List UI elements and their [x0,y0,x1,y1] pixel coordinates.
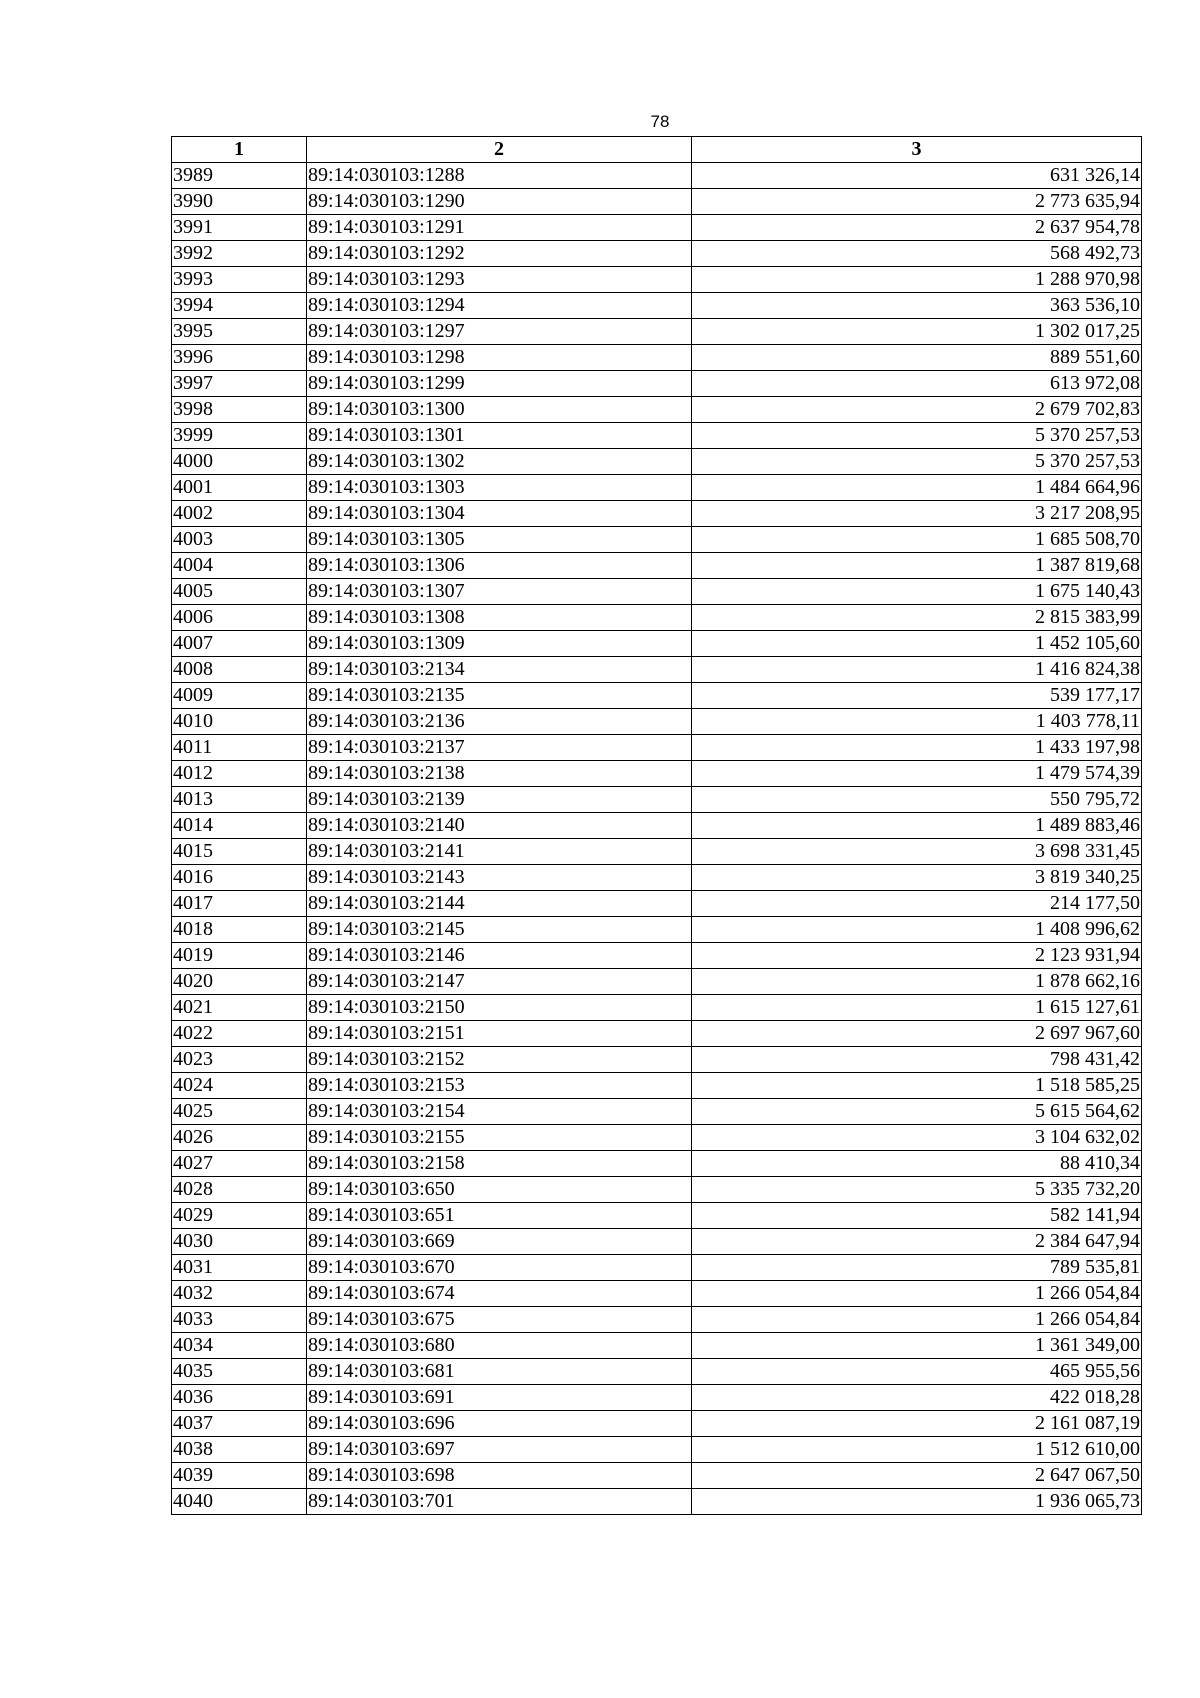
table-row [172,943,1142,969]
cadastral-value-cell: 5 370 257,53 [692,449,1142,475]
cadastral-value-cell: 798 431,42 [692,1047,1142,1073]
cadastral-value-cell: 465 955,56 [692,1359,1142,1385]
cadastral-value-cell: 3 217 208,95 [692,501,1142,527]
cadastral-value-cell: 550 795,72 [692,787,1142,813]
row-number-cell: 3990 [172,189,307,215]
table-row [172,1073,1142,1099]
row-number-cell: 4007 [172,631,307,657]
row-number-cell: 4009 [172,683,307,709]
table-row [172,579,1142,605]
table-row [172,1229,1142,1255]
row-number-cell: 4037 [172,1411,307,1437]
cadastral-number-cell: 89:14:030103:2154 [307,1099,692,1125]
cadastral-number-cell: 89:14:030103:1292 [307,241,692,267]
table-row [172,163,1142,189]
table-row [172,267,1142,293]
table-row [172,397,1142,423]
cadastral-value-cell: 1 512 610,00 [692,1437,1142,1463]
row-number-cell: 4012 [172,761,307,787]
cadastral-value-cell: 1 403 778,11 [692,709,1142,735]
table-row [172,501,1142,527]
row-number-cell: 4035 [172,1359,307,1385]
cadastral-number-cell: 89:14:030103:1302 [307,449,692,475]
row-number-cell: 4036 [172,1385,307,1411]
row-number-cell: 4021 [172,995,307,1021]
cadastral-number-cell: 89:14:030103:2135 [307,683,692,709]
row-number-cell: 4004 [172,553,307,579]
cadastral-number-cell: 89:14:030103:2152 [307,1047,692,1073]
table-row [172,1125,1142,1151]
row-number-cell: 3992 [172,241,307,267]
row-number-cell: 4002 [172,501,307,527]
cadastral-number-cell: 89:14:030103:670 [307,1255,692,1281]
cadastral-number-cell: 89:14:030103:2136 [307,709,692,735]
row-number-cell: 3994 [172,293,307,319]
table-row [172,1281,1142,1307]
row-number-cell: 3993 [172,267,307,293]
cadastral-value-cell: 1 302 017,25 [692,319,1142,345]
table-row [172,1385,1142,1411]
cadastral-value-cell: 1 452 105,60 [692,631,1142,657]
table-body [172,163,1142,1515]
table-row [172,917,1142,943]
cadastral-value-cell: 2 697 967,60 [692,1021,1142,1047]
row-number-cell: 4024 [172,1073,307,1099]
cadastral-value-cell: 2 815 383,99 [692,605,1142,631]
cadastral-value-cell: 1 518 585,25 [692,1073,1142,1099]
cadastral-value-cell: 1 408 996,62 [692,917,1142,943]
cadastral-number-cell: 89:14:030103:1307 [307,579,692,605]
table-row [172,709,1142,735]
row-number-cell: 4029 [172,1203,307,1229]
table-row [172,1021,1142,1047]
table-row [172,241,1142,267]
table-row [172,631,1142,657]
cadastral-value-cell: 1 484 664,96 [692,475,1142,501]
cadastral-value-cell: 3 698 331,45 [692,839,1142,865]
table-row [172,761,1142,787]
row-number-cell: 4005 [172,579,307,605]
column-header-number: 1 [172,137,307,163]
table-row [172,735,1142,761]
cadastral-value-cell: 214 177,50 [692,891,1142,917]
cadastral-number-cell: 89:14:030103:1297 [307,319,692,345]
cadastral-number-cell: 89:14:030103:1303 [307,475,692,501]
table-row [172,1359,1142,1385]
cadastral-value-cell: 2 384 647,94 [692,1229,1142,1255]
cadastral-value-cell: 5 335 732,20 [692,1177,1142,1203]
row-number-cell: 4015 [172,839,307,865]
cadastral-number-cell: 89:14:030103:2150 [307,995,692,1021]
table-row [172,345,1142,371]
row-number-cell: 4038 [172,1437,307,1463]
table-row [172,1151,1142,1177]
cadastral-number-cell: 89:14:030103:2155 [307,1125,692,1151]
cadastral-value-cell: 1 387 819,68 [692,553,1142,579]
cadastral-number-cell: 89:14:030103:1305 [307,527,692,553]
row-number-cell: 4006 [172,605,307,631]
table-row [172,839,1142,865]
row-number-cell: 4003 [172,527,307,553]
table-row [172,423,1142,449]
row-number-cell: 4033 [172,1307,307,1333]
cadastral-value-cell: 1 675 140,43 [692,579,1142,605]
cadastral-number-cell: 89:14:030103:701 [307,1489,692,1515]
cadastral-value-cell: 88 410,34 [692,1151,1142,1177]
row-number-cell: 4013 [172,787,307,813]
cadastral-number-cell: 89:14:030103:675 [307,1307,692,1333]
row-number-cell: 4031 [172,1255,307,1281]
cadastral-value-cell: 363 536,10 [692,293,1142,319]
cadastral-number-cell: 89:14:030103:1290 [307,189,692,215]
cadastral-number-cell: 89:14:030103:1294 [307,293,692,319]
table-row [172,605,1142,631]
cadastral-number-cell: 89:14:030103:1309 [307,631,692,657]
cadastral-number-cell: 89:14:030103:1306 [307,553,692,579]
table-row [172,319,1142,345]
cadastral-value-cell: 1 288 970,98 [692,267,1142,293]
row-number-cell: 3998 [172,397,307,423]
row-number-cell: 4039 [172,1463,307,1489]
cadastral-value-cell: 1 361 349,00 [692,1333,1142,1359]
table-row [172,1177,1142,1203]
cadastral-value-cell: 889 551,60 [692,345,1142,371]
cadastral-value-cell: 613 972,08 [692,371,1142,397]
row-number-cell: 3991 [172,215,307,241]
table-row [172,1307,1142,1333]
cadastral-value-cell: 631 326,14 [692,163,1142,189]
cadastral-number-cell: 89:14:030103:2138 [307,761,692,787]
row-number-cell: 4022 [172,1021,307,1047]
table-row [172,657,1142,683]
row-number-cell: 4025 [172,1099,307,1125]
cadastral-value-cell: 2 161 087,19 [692,1411,1142,1437]
table-row [172,865,1142,891]
cadastral-value-cell: 1 266 054,84 [692,1307,1142,1333]
cadastral-value-cell: 1 685 508,70 [692,527,1142,553]
cadastral-number-cell: 89:14:030103:669 [307,1229,692,1255]
cadastral-value-cell: 539 177,17 [692,683,1142,709]
table-row [172,475,1142,501]
cadastral-value-cell: 1 266 054,84 [692,1281,1142,1307]
row-number-cell: 4017 [172,891,307,917]
cadastral-value-cell: 2 637 954,78 [692,215,1142,241]
cadastral-number-cell: 89:14:030103:674 [307,1281,692,1307]
row-number-cell: 4027 [172,1151,307,1177]
table-row [172,527,1142,553]
table-row [172,1255,1142,1281]
table-row [172,189,1142,215]
cadastral-number-cell: 89:14:030103:696 [307,1411,692,1437]
cadastral-number-cell: 89:14:030103:2151 [307,1021,692,1047]
cadastral-number-cell: 89:14:030103:2141 [307,839,692,865]
column-header-value: 3 [692,137,1142,163]
cadastral-number-cell: 89:14:030103:1300 [307,397,692,423]
table-row [172,1437,1142,1463]
table-row [172,1463,1142,1489]
cadastral-number-cell: 89:14:030103:680 [307,1333,692,1359]
row-number-cell: 4032 [172,1281,307,1307]
table-row [172,891,1142,917]
cadastral-number-cell: 89:14:030103:2158 [307,1151,692,1177]
cadastral-value-cell: 1 416 824,38 [692,657,1142,683]
row-number-cell: 4001 [172,475,307,501]
cadastral-number-cell: 89:14:030103:698 [307,1463,692,1489]
row-number-cell: 4034 [172,1333,307,1359]
cadastral-value-cell: 582 141,94 [692,1203,1142,1229]
row-number-cell: 4028 [172,1177,307,1203]
cadastral-number-cell: 89:14:030103:1291 [307,215,692,241]
cadastral-value-cell: 2 647 067,50 [692,1463,1142,1489]
row-number-cell: 4018 [172,917,307,943]
cadastral-number-cell: 89:14:030103:2134 [307,657,692,683]
row-number-cell: 4008 [172,657,307,683]
cadastral-number-cell: 89:14:030103:2147 [307,969,692,995]
row-number-cell: 3997 [172,371,307,397]
table-row [172,449,1142,475]
row-number-cell: 4019 [172,943,307,969]
row-number-cell: 4014 [172,813,307,839]
cadastral-number-cell: 89:14:030103:1304 [307,501,692,527]
cadastral-value-cell: 1 878 662,16 [692,969,1142,995]
cadastral-value-cell: 422 018,28 [692,1385,1142,1411]
cadastral-value-cell: 1 489 883,46 [692,813,1142,839]
row-number-cell: 4026 [172,1125,307,1151]
cadastral-value-cell: 568 492,73 [692,241,1142,267]
row-number-cell: 4016 [172,865,307,891]
cadastral-value-cell: 1 479 574,39 [692,761,1142,787]
table-row [172,813,1142,839]
cadastral-value-cell: 3 819 340,25 [692,865,1142,891]
table-row [172,683,1142,709]
cadastral-number-cell: 89:14:030103:697 [307,1437,692,1463]
cadastral-number-cell: 89:14:030103:1293 [307,267,692,293]
table-row [172,1333,1142,1359]
row-number-cell: 3989 [172,163,307,189]
table-row [172,215,1142,241]
table-row [172,553,1142,579]
table-row [172,371,1142,397]
table-row [172,1489,1142,1515]
column-header-cadastral: 2 [307,137,692,163]
cadastral-number-cell: 89:14:030103:691 [307,1385,692,1411]
cadastral-number-cell: 89:14:030103:650 [307,1177,692,1203]
row-number-cell: 4011 [172,735,307,761]
table-row [172,1099,1142,1125]
cadastral-number-cell: 89:14:030103:2144 [307,891,692,917]
row-number-cell: 4000 [172,449,307,475]
cadastral-number-cell: 89:14:030103:651 [307,1203,692,1229]
cadastral-value-cell: 2 123 931,94 [692,943,1142,969]
page-number: 78 [650,112,670,131]
cadastral-number-cell: 89:14:030103:1301 [307,423,692,449]
cadastral-number-cell: 89:14:030103:2143 [307,865,692,891]
registry-table [171,136,1142,1515]
row-number-cell: 4020 [172,969,307,995]
row-number-cell: 4010 [172,709,307,735]
cadastral-number-cell: 89:14:030103:2145 [307,917,692,943]
cadastral-value-cell: 1 615 127,61 [692,995,1142,1021]
row-number-cell: 3996 [172,345,307,371]
row-number-cell: 4030 [172,1229,307,1255]
cadastral-number-cell: 89:14:030103:2137 [307,735,692,761]
table-row [172,787,1142,813]
cadastral-value-cell: 3 104 632,02 [692,1125,1142,1151]
cadastral-number-cell: 89:14:030103:1308 [307,605,692,631]
row-number-cell: 4023 [172,1047,307,1073]
cadastral-value-cell: 2 679 702,83 [692,397,1142,423]
table-row [172,1203,1142,1229]
table-row [172,1047,1142,1073]
cadastral-number-cell: 89:14:030103:2140 [307,813,692,839]
table-row [172,293,1142,319]
table-row [172,995,1142,1021]
cadastral-value-cell: 1 433 197,98 [692,735,1142,761]
row-number-cell: 3995 [172,319,307,345]
row-number-cell: 3999 [172,423,307,449]
cadastral-value-cell: 5 615 564,62 [692,1099,1142,1125]
cadastral-number-cell: 89:14:030103:2139 [307,787,692,813]
cadastral-value-cell: 2 773 635,94 [692,189,1142,215]
cadastral-value-cell: 1 936 065,73 [692,1489,1142,1515]
cadastral-number-cell: 89:14:030103:2153 [307,1073,692,1099]
table-row [172,1411,1142,1437]
cadastral-value-cell: 5 370 257,53 [692,423,1142,449]
table-row [172,969,1142,995]
cadastral-number-cell: 89:14:030103:1299 [307,371,692,397]
cadastral-number-cell: 89:14:030103:2146 [307,943,692,969]
cadastral-number-cell: 89:14:030103:1288 [307,163,692,189]
cadastral-value-cell: 789 535,81 [692,1255,1142,1281]
table-header-row [172,137,1142,163]
row-number-cell: 4040 [172,1489,307,1515]
cadastral-number-cell: 89:14:030103:681 [307,1359,692,1385]
cadastral-number-cell: 89:14:030103:1298 [307,345,692,371]
